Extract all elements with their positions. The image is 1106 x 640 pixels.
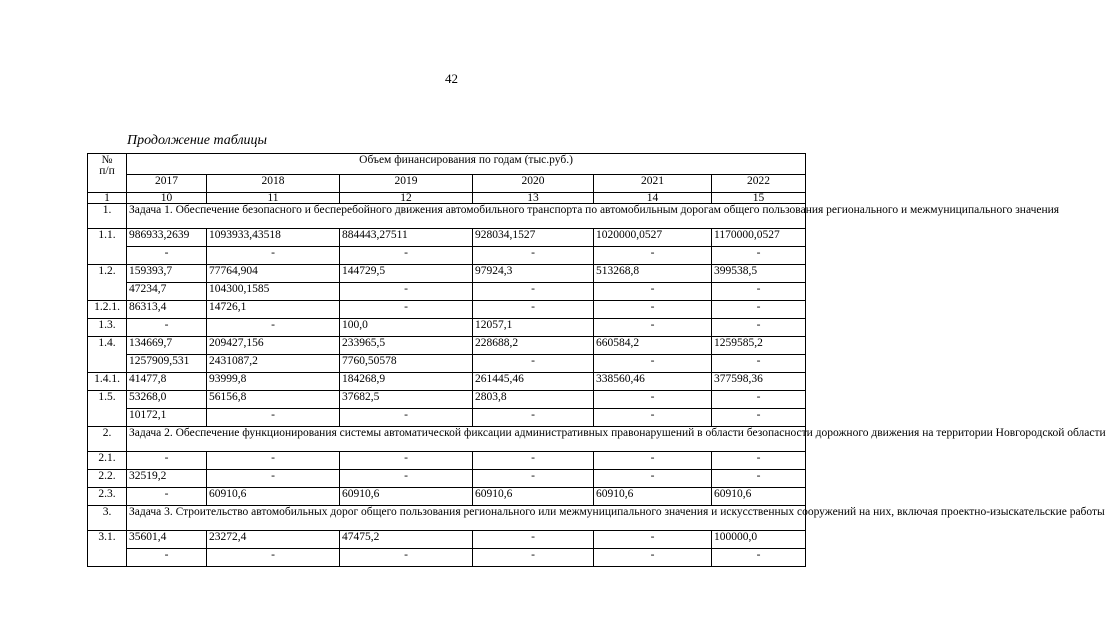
table-row <box>88 355 806 373</box>
row-number: 1. <box>88 204 127 229</box>
value-cell: 2803,8 <box>473 391 594 409</box>
value-cell: 53268,0 <box>127 391 207 409</box>
value-cell: 47475,2 <box>340 531 473 549</box>
column-index: 1 <box>88 193 127 204</box>
table-row <box>88 265 806 283</box>
row-number: 1.5. <box>88 391 127 427</box>
value-cell: 209427,156 <box>207 337 340 355</box>
table-row <box>88 301 806 319</box>
value-cell: - <box>207 470 340 488</box>
value-cell: - <box>473 531 594 549</box>
value-cell: 56156,8 <box>207 391 340 409</box>
value-cell: - <box>340 247 473 265</box>
row-number: 2.2. <box>88 470 127 488</box>
value-cell: - <box>207 247 340 265</box>
value-cell: - <box>127 488 207 506</box>
column-index: 12 <box>340 193 473 204</box>
task-description: Задача 3. Строительство автомобильных дорог общего пользования регионального или межмуниципального значения и искусственных сооружений на них, включая проектно-изыскательские работы <box>127 506 806 531</box>
task-row <box>88 427 806 452</box>
value-cell: - <box>340 283 473 301</box>
value-cell: - <box>594 549 712 567</box>
table-row <box>88 229 806 247</box>
value-cell: 986933,2639 <box>127 229 207 247</box>
value-cell: 10172,1 <box>127 409 207 427</box>
value-cell: - <box>340 301 473 319</box>
value-cell: - <box>473 470 594 488</box>
value-cell: 233965,5 <box>340 337 473 355</box>
table-row <box>88 470 806 488</box>
header-year-2020: 2020 <box>473 175 594 193</box>
value-cell: - <box>127 319 207 337</box>
value-cell: - <box>712 549 806 567</box>
value-cell: - <box>712 452 806 470</box>
value-cell: 12057,1 <box>473 319 594 337</box>
value-cell: 2431087,2 <box>207 355 340 373</box>
table-row <box>88 488 806 506</box>
value-cell: - <box>127 452 207 470</box>
value-cell: 261445,46 <box>473 373 594 391</box>
value-cell: - <box>594 319 712 337</box>
value-cell: - <box>712 301 806 319</box>
value-cell: - <box>594 283 712 301</box>
value-cell: - <box>712 470 806 488</box>
value-cell: 60910,6 <box>473 488 594 506</box>
value-cell: 86313,4 <box>127 301 207 319</box>
value-cell: 60910,6 <box>207 488 340 506</box>
value-cell: - <box>473 549 594 567</box>
value-cell: 47234,7 <box>127 283 207 301</box>
header-num-line2: п/п <box>99 165 115 177</box>
table-row <box>88 319 806 337</box>
value-cell: 377598,36 <box>712 373 806 391</box>
value-cell: 1257909,531 <box>127 355 207 373</box>
value-cell: - <box>594 355 712 373</box>
row-number: 3. <box>88 506 127 531</box>
row-number: 1.2. <box>88 265 127 301</box>
task-description: Задача 1. Обеспечение безопасного и бесперебойного движения автомобильного транспорта по автомобильным дорогам общего пользования регионального и межмуниципального значения <box>127 204 806 229</box>
header-year-2019: 2019 <box>340 175 473 193</box>
row-number: 2. <box>88 427 127 452</box>
task-row <box>88 506 806 531</box>
header-funding: Объем финансирования по годам (тыс.руб.) <box>127 154 806 175</box>
value-cell: - <box>207 549 340 567</box>
header-year-2021: 2021 <box>594 175 712 193</box>
header-year-2022: 2022 <box>712 175 806 193</box>
value-cell: 1093933,43518 <box>207 229 340 247</box>
value-cell: 228688,2 <box>473 337 594 355</box>
row-number: 1.3. <box>88 319 127 337</box>
row-number: 1.4.1. <box>88 373 127 391</box>
value-cell: - <box>207 409 340 427</box>
table-row <box>88 247 806 265</box>
value-cell: - <box>712 283 806 301</box>
value-cell: 93999,8 <box>207 373 340 391</box>
value-cell: 32519,2 <box>127 470 207 488</box>
value-cell: 100000,0 <box>712 531 806 549</box>
value-cell: - <box>340 470 473 488</box>
header-row <box>88 154 806 175</box>
value-cell: 23272,4 <box>207 531 340 549</box>
value-cell: 7760,50578 <box>340 355 473 373</box>
task-row <box>88 204 806 229</box>
table-row <box>88 409 806 427</box>
value-cell: 104300,1585 <box>207 283 340 301</box>
value-cell: - <box>594 409 712 427</box>
header-num-cell <box>88 154 127 193</box>
value-cell: - <box>473 409 594 427</box>
value-cell: - <box>712 319 806 337</box>
row-number: 1.4. <box>88 337 127 373</box>
value-cell: - <box>340 409 473 427</box>
value-cell: 41477,8 <box>127 373 207 391</box>
value-cell: 144729,5 <box>340 265 473 283</box>
column-index: 10 <box>127 193 207 204</box>
row-number: 3.1. <box>88 531 127 567</box>
column-index-row <box>88 193 806 204</box>
row-number: 2.1. <box>88 452 127 470</box>
value-cell: - <box>340 549 473 567</box>
value-cell: 60910,6 <box>712 488 806 506</box>
value-cell: 37682,5 <box>340 391 473 409</box>
value-cell: - <box>712 409 806 427</box>
funding-table <box>87 153 1106 567</box>
row-number: 2.3. <box>88 488 127 506</box>
column-index: 13 <box>473 193 594 204</box>
table-row <box>88 452 806 470</box>
value-cell: 1020000,0527 <box>594 229 712 247</box>
value-cell: 60910,6 <box>340 488 473 506</box>
header-year-2018: 2018 <box>207 175 340 193</box>
value-cell: - <box>473 301 594 319</box>
header-years-row <box>88 175 806 193</box>
value-cell: - <box>473 283 594 301</box>
value-cell: 1170000,0527 <box>712 229 806 247</box>
value-cell: - <box>127 247 207 265</box>
value-cell: 14726,1 <box>207 301 340 319</box>
value-cell: 159393,7 <box>127 265 207 283</box>
value-cell: 928034,1527 <box>473 229 594 247</box>
column-index: 14 <box>594 193 712 204</box>
table-row <box>88 531 806 549</box>
value-cell: 97924,3 <box>473 265 594 283</box>
table-row <box>88 373 806 391</box>
value-cell: - <box>473 355 594 373</box>
value-cell: 884443,27511 <box>340 229 473 247</box>
value-cell: - <box>127 549 207 567</box>
row-number: 1.2.1. <box>88 301 127 319</box>
header-num-line1: № <box>101 154 113 166</box>
value-cell: - <box>594 247 712 265</box>
value-cell: - <box>594 531 712 549</box>
table-row <box>88 337 806 355</box>
value-cell: 513268,8 <box>594 265 712 283</box>
value-cell: 399538,5 <box>712 265 806 283</box>
value-cell: 338560,46 <box>594 373 712 391</box>
value-cell: - <box>712 355 806 373</box>
value-cell: - <box>473 247 594 265</box>
value-cell: 60910,6 <box>594 488 712 506</box>
column-index: 15 <box>712 193 806 204</box>
value-cell: - <box>207 452 340 470</box>
value-cell: 100,0 <box>340 319 473 337</box>
row-number: 1.1. <box>88 229 127 265</box>
value-cell: - <box>207 319 340 337</box>
value-cell: - <box>594 470 712 488</box>
value-cell: 77764,904 <box>207 265 340 283</box>
value-cell: - <box>594 391 712 409</box>
header-year-2017: 2017 <box>127 175 207 193</box>
page-number: 42 <box>445 71 458 86</box>
table-row <box>88 549 806 567</box>
value-cell: - <box>594 452 712 470</box>
value-cell: - <box>340 452 473 470</box>
value-cell: - <box>473 452 594 470</box>
value-cell: - <box>712 391 806 409</box>
value-cell: - <box>712 247 806 265</box>
value-cell: 1259585,2 <box>712 337 806 355</box>
table-row <box>88 283 806 301</box>
column-index: 11 <box>207 193 340 204</box>
value-cell: 134669,7 <box>127 337 207 355</box>
task-description: Задача 2. Обеспечение функционирования системы автоматической фиксации административных правонарушений в области безопасности дорожного движения на территории Новгородской области <box>127 427 806 452</box>
table-caption: Продолжение таблицы <box>127 133 268 148</box>
value-cell: 35601,4 <box>127 531 207 549</box>
value-cell: - <box>594 301 712 319</box>
value-cell: 660584,2 <box>594 337 712 355</box>
table-row <box>88 391 806 409</box>
value-cell: 184268,9 <box>340 373 473 391</box>
